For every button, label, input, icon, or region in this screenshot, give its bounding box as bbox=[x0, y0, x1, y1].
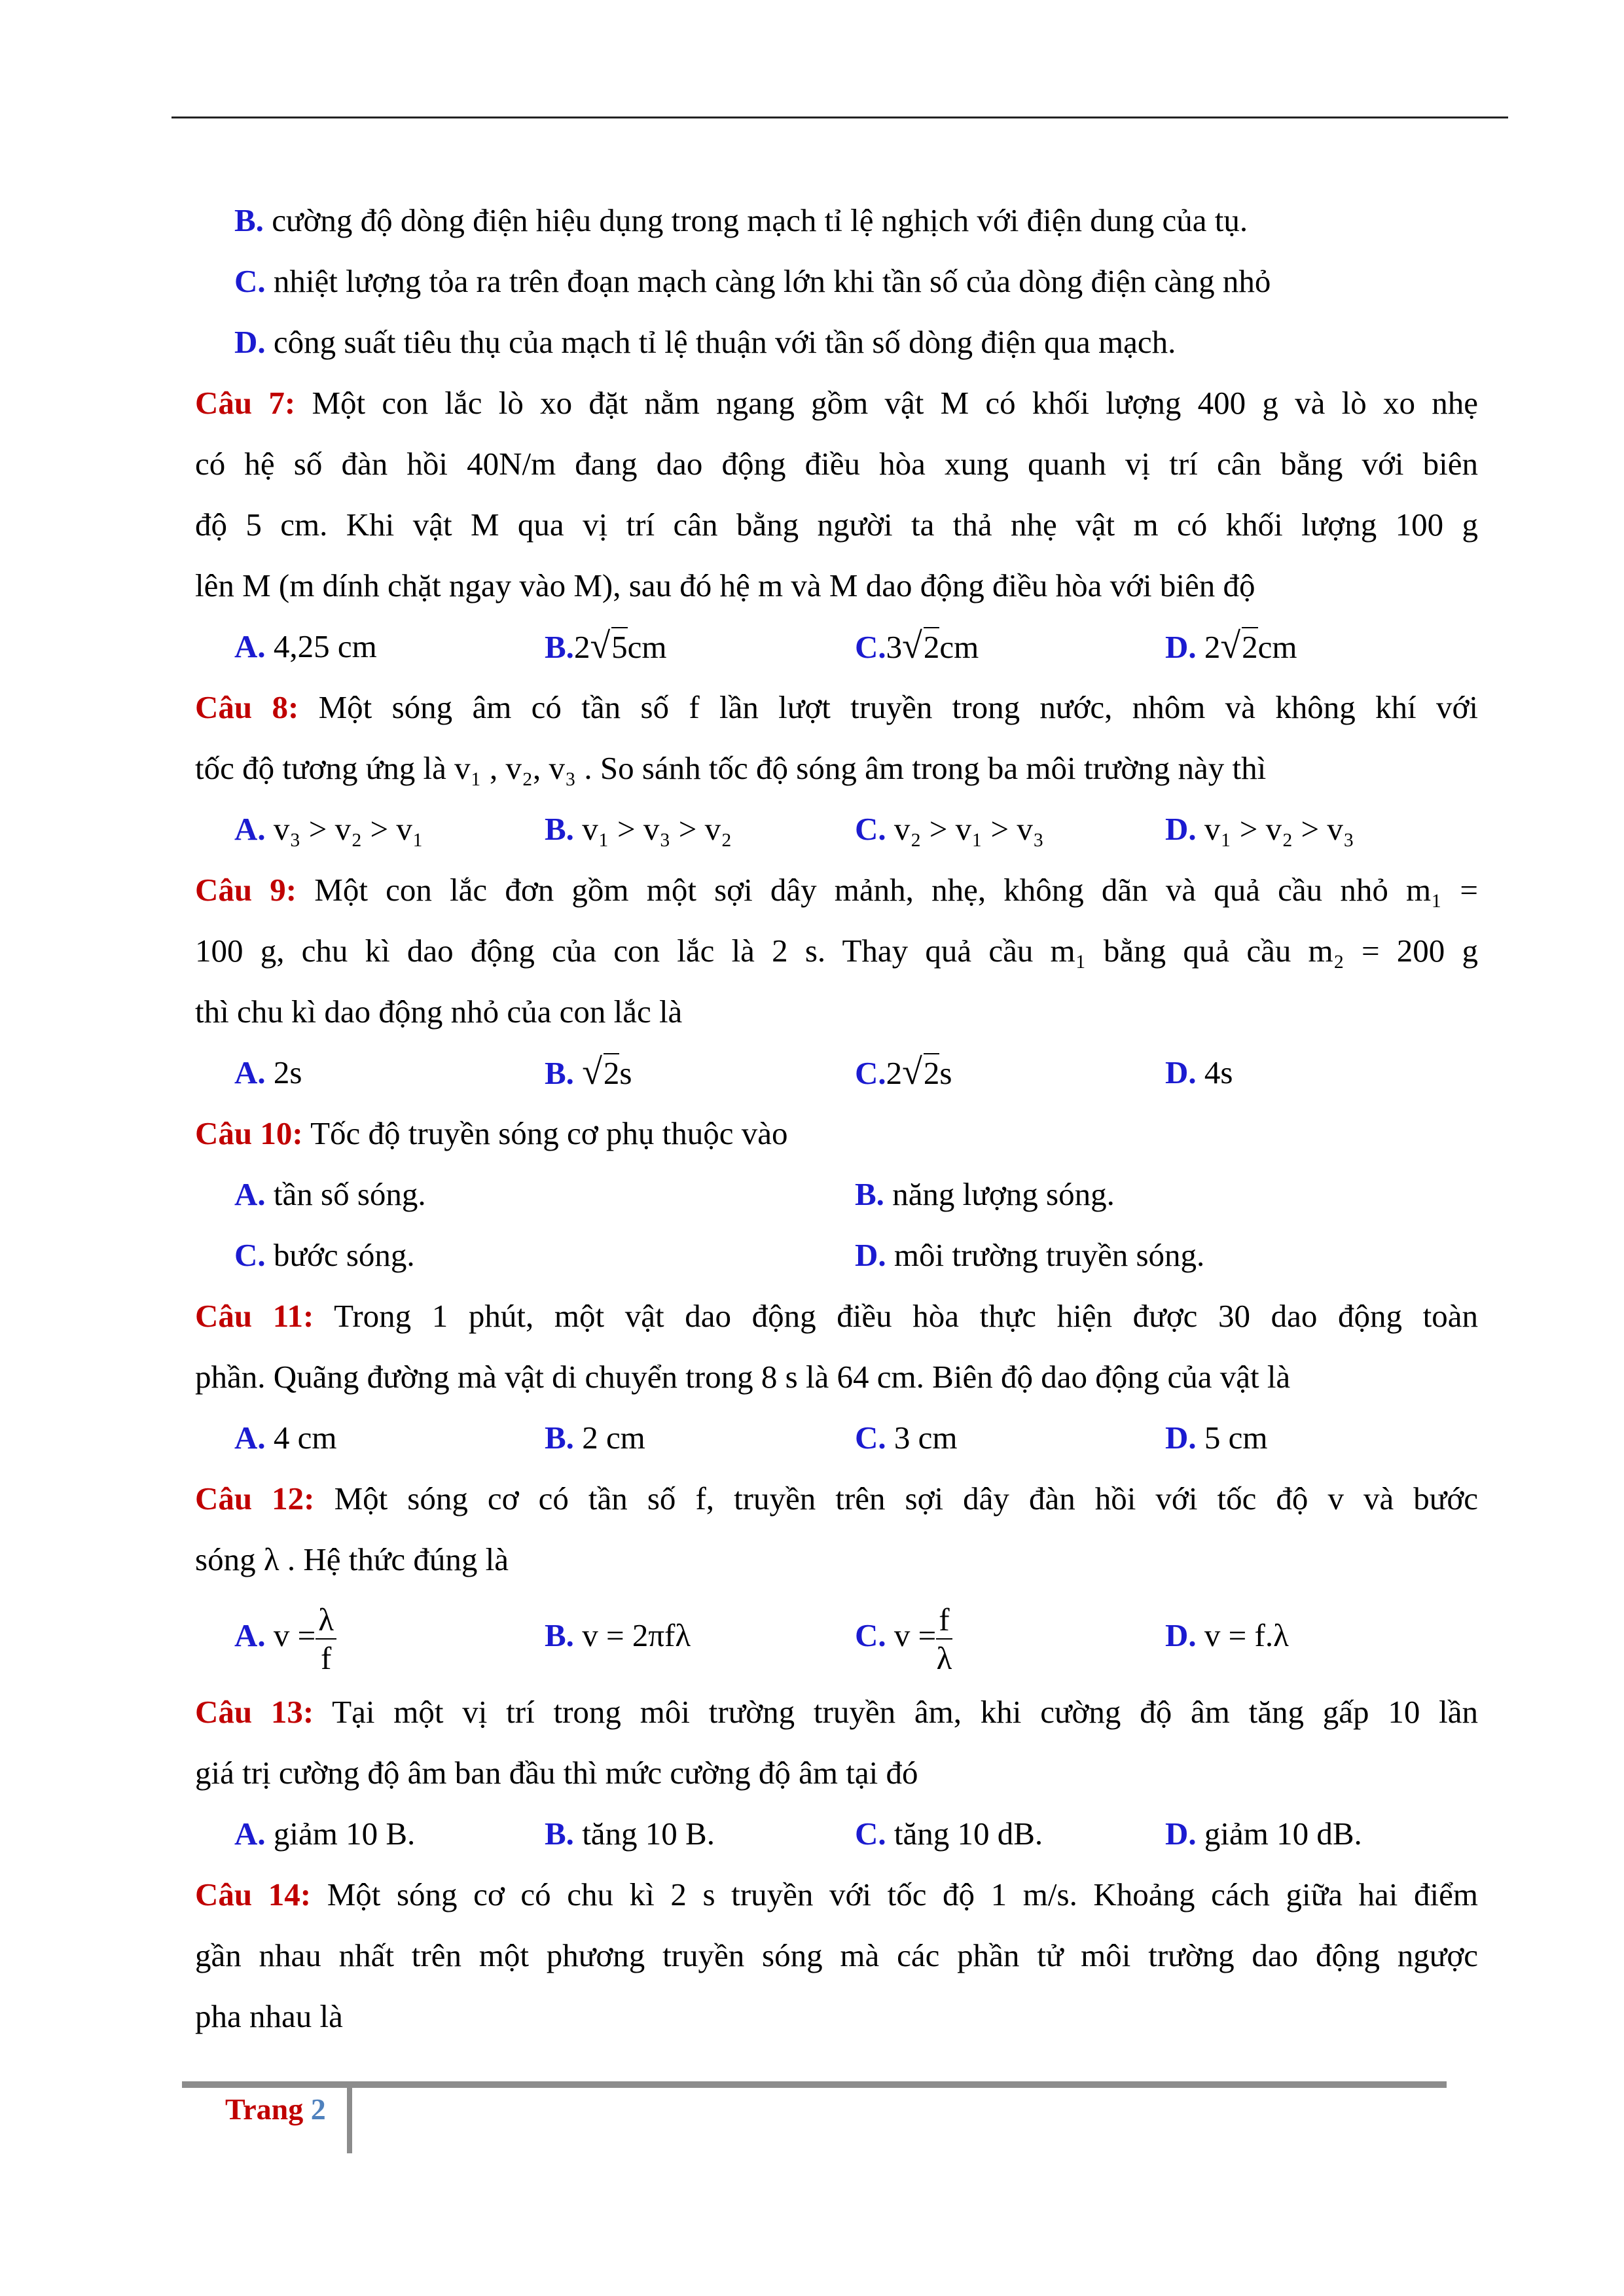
q13-label: Câu 13: bbox=[195, 1694, 314, 1730]
q9-option-c: C.2√2s bbox=[855, 1052, 952, 1092]
q7-option-d: D. 2√2cm bbox=[1165, 626, 1297, 666]
q7-options bbox=[195, 616, 1478, 677]
q11-line-1: Câu 11: Trong 1 phút, một vật dao động điều hòa thực hiện được 30 dao động toàn bbox=[195, 1298, 1478, 1334]
q7-line-1: Câu 7: Một con lắc lò xo đặt nằm ngang gồm vật M có khối lượng 400 g và lò xo nhẹ bbox=[195, 385, 1479, 421]
q11-options bbox=[195, 1407, 1478, 1468]
q14-line-2: gần nhau nhất trên một phương truyền sóng mà các phần tử môi trường dao động ngược bbox=[195, 1937, 1478, 1973]
q13-line-1: Câu 13: Tại một vị trí trong môi trường truyền âm, khi cường độ âm tăng gấp 10 lần bbox=[195, 1694, 1478, 1730]
q9-option-d: D. 4s bbox=[1165, 1054, 1233, 1090]
q11-option-b: B. 2 cm bbox=[545, 1420, 645, 1456]
footer-divider bbox=[347, 2088, 352, 2153]
q14-label: Câu 14: bbox=[195, 1876, 312, 1912]
q13-option-d: D. giảm 10 dB. bbox=[1165, 1816, 1362, 1852]
q7-option-b: B.2√5cm bbox=[545, 626, 667, 666]
q11-line-2: phần. Quãng đường mà vật di chuyển trong 8 s là 64 cm. Biên độ dao động của vật là bbox=[195, 1359, 1291, 1395]
exam-content bbox=[195, 190, 1478, 2047]
q8-option-c: C. v₂ > v₁ > v₃ bbox=[855, 811, 1044, 847]
q12-label: Câu 12: bbox=[195, 1480, 315, 1516]
q8-options bbox=[195, 798, 1478, 859]
q8-line-1: Câu 8: Một sóng âm có tần số f lần lượt truyền trong nước, nhôm và không khí với bbox=[195, 689, 1478, 725]
q10-option-c: C. bước sóng. bbox=[234, 1237, 415, 1273]
q12-line-2: sóng λ . Hệ thức đúng là bbox=[195, 1541, 509, 1577]
q12-option-c: C. v = $\frac{f}{\lambda}$ bbox=[855, 1601, 952, 1676]
q10-option-a: A. tần số sóng. bbox=[234, 1176, 426, 1212]
footer-rule bbox=[182, 2081, 1447, 2088]
q11-option-c: C. 3 cm bbox=[855, 1420, 958, 1456]
q7-label: Câu 7: bbox=[195, 385, 296, 421]
q7-option-a: A. 4,25 cm bbox=[234, 628, 377, 664]
q12-option-b: B. v = 2πfλ bbox=[545, 1617, 691, 1653]
q8-option-d: D. v₁ > v₂ > v₃ bbox=[1165, 811, 1354, 847]
q12-options bbox=[195, 1590, 1478, 1681]
prev-option-d: D. công suất tiêu thụ của mạch tỉ lệ thuận với tần số dòng điện qua mạch. bbox=[234, 324, 1176, 360]
q7-option-c: C.3√2cm bbox=[855, 626, 979, 666]
q10-option-b: B. năng lượng sóng. bbox=[855, 1176, 1115, 1212]
header-rule bbox=[171, 117, 1508, 118]
q10-label: Câu 10: bbox=[195, 1115, 303, 1151]
q9-line-3: thì chu kì dao động nhỏ của con lắc là bbox=[195, 994, 683, 1030]
q13-option-c: C. tăng 10 dB. bbox=[855, 1816, 1043, 1852]
page-number: Trang 2 bbox=[225, 2092, 326, 2126]
q14-line-1: Câu 14: Một sóng cơ có chu kì 2 s truyền với tốc độ 1 m/s. Khoảng cách giữa hai điểm bbox=[195, 1876, 1478, 1912]
q7-line-3: độ 5 cm. Khi vật M qua vị trí cân bằng người ta thả nhẹ vật m có khối lượng 100 g bbox=[195, 507, 1478, 543]
q13-option-a: A. giảm 10 B. bbox=[234, 1816, 416, 1852]
q11-label: Câu 11: bbox=[195, 1298, 314, 1334]
q13-line-2: giá trị cường độ âm ban đầu thì mức cường độ âm tại đó bbox=[195, 1755, 918, 1791]
q7-line-4: lên M (m dính chặt ngay vào M), sau đó hệ m và M dao động điều hòa với biên độ bbox=[195, 567, 1255, 603]
q13-options bbox=[195, 1803, 1478, 1864]
q9-label: Câu 9: bbox=[195, 872, 297, 908]
q10-option-d: D. môi trường truyền sóng. bbox=[855, 1237, 1205, 1273]
q10-options-row-2 bbox=[195, 1225, 1478, 1285]
q8-option-b: B. v₁ > v₃ > v₂ bbox=[545, 811, 732, 847]
q7-line-2: có hệ số đàn hồi 40N/m đang dao động điều hòa xung quanh vị trí cân bằng với biên bbox=[195, 446, 1478, 482]
q10-options-row-1 bbox=[195, 1164, 1478, 1225]
q11-option-d: D. 5 cm bbox=[1165, 1420, 1268, 1456]
q9-line-2: 100 g, chu kì dao động của con lắc là 2 s. Thay quả cầu m₁ bằng quả cầu m₂ = 200 g bbox=[195, 933, 1478, 969]
q11-option-a: A. 4 cm bbox=[234, 1420, 337, 1456]
q13-option-b: B. tăng 10 B. bbox=[545, 1816, 715, 1852]
q8-label: Câu 8: bbox=[195, 689, 299, 725]
q12-line-1: Câu 12: Một sóng cơ có tần số f, truyền trên sợi dây đàn hồi với tốc độ v và bước bbox=[195, 1480, 1479, 1516]
q12-option-d: D. v = f.λ bbox=[1165, 1617, 1289, 1653]
q9-line-1: Câu 9: Một con lắc đơn gồm một sợi dây mảnh, nhẹ, không dãn và quả cầu nhỏ m₁ = bbox=[195, 872, 1478, 908]
q9-options bbox=[195, 1042, 1478, 1103]
q12-option-a: A. v = $\frac{\lambda}{f}$ bbox=[234, 1590, 545, 1681]
q14-line-3: pha nhau là bbox=[195, 1998, 343, 2034]
prev-option-c: C. nhiệt lượng tỏa ra trên đoạn mạch càng lớn khi tần số của dòng điện càng nhỏ bbox=[234, 263, 1271, 299]
q9-option-b: B. √2s bbox=[545, 1052, 632, 1092]
q8-line-2: tốc độ tương ứng là v₁ , v₂, v₃ . So sánh tốc độ sóng âm trong ba môi trường này thì bbox=[195, 750, 1267, 786]
q8-option-a: A. v₃ > v₂ > v₁ bbox=[234, 811, 424, 847]
q9-option-a: A. 2s bbox=[234, 1054, 302, 1090]
q10-line-1: Câu 10: Tốc độ truyền sóng cơ phụ thuộc vào bbox=[195, 1115, 788, 1151]
prev-option-b: B. cường độ dòng điện hiệu dụng trong mạch tỉ lệ nghịch với điện dung của tụ. bbox=[234, 202, 1248, 238]
